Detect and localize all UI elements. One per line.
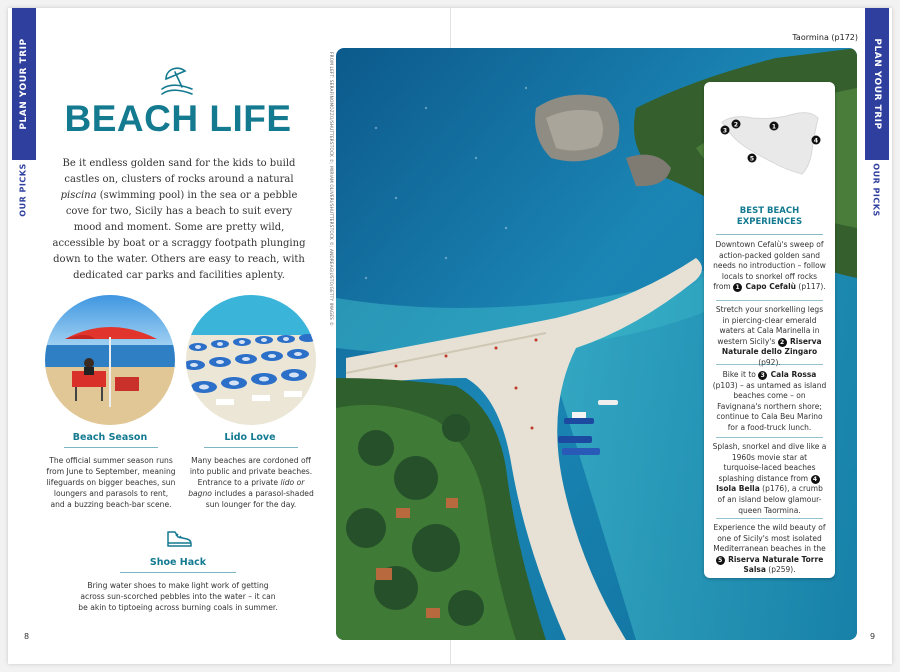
separator — [716, 364, 823, 365]
shoe-hack-heading: Shoe Hack — [149, 557, 207, 568]
svg-text:2: 2 — [733, 121, 739, 129]
lido-love-rule — [204, 447, 298, 448]
separator — [716, 518, 823, 519]
lido-love-heading: Lido Love — [224, 432, 276, 443]
tab-label: PLAN YOUR TRIP — [19, 38, 29, 130]
panel-heading-rule — [716, 234, 823, 235]
water-shoe-icon — [165, 528, 193, 550]
experience-item: Experience the wild beauty of one of Sicily's most isolated Mediterranean beaches in the 5 Riserva Naturale Torre Salsa (p259). — [713, 523, 826, 575]
plan-your-trip-tab-right — [865, 8, 889, 160]
experience-item: Downtown Cefalù's sweep of action-packed golden sand needs no introduction – follow locals to snorkel off rocks from 1 Capo Cefalù (p117). — [713, 240, 826, 292]
beach-season-heading: Beach Season — [72, 432, 148, 443]
beach-season-photo — [45, 295, 175, 425]
beach-season-rule — [64, 447, 158, 448]
lido-love-text: Many beaches are cordoned off into public and private beaches. Entrance to a private lido or bagno includes a parasol-shaded sun lounger for the day. — [188, 456, 314, 509]
experience-item: Splash, snorkel and dive like a 1960s movie star at turquoise-laced beaches splashing distance from 4 Isola Bella (p176), a crumb of an island below glamour-queen Taormina. — [712, 442, 827, 515]
experience-item: Stretch your snorkelling legs in piercing-clear emerald waters at Cala Marinella in western Sicily's 2 Riserva Naturale dello Zingaro (p92). — [715, 305, 824, 367]
running-head: Taormina (p172) — [792, 33, 858, 42]
experience-item: Bike it to 3 Cala Rossa (p103) – as untamed as island beaches come – on Favignana's northern shore; continue to Cala Beu Marino for a food-truck lunch. — [712, 370, 827, 432]
page-number-right: 9 — [870, 632, 876, 641]
lido-love-photo — [186, 295, 316, 425]
shoe-hack-rule — [120, 572, 236, 573]
photo-credit: FROM LEFT: SERAFINOMOZZO/SHUTTERSTOCK ©; MIRIAM OLIVERI/SHUTTERSTOCK ©; ANDREAGIUSTO/GETTY IMAGES © — [329, 52, 334, 326]
panel-heading: BEST BEACH EXPERIENCES — [736, 206, 803, 227]
svg-text:4: 4 — [813, 137, 819, 145]
tab-label: PLAN YOUR TRIP — [872, 38, 882, 130]
shoe-hack-text: Bring water shoes to make light work of getting across sun-scorched pebbles into the water – it can be akin to tiptoeing across burning coals in summer. — [78, 581, 278, 612]
svg-text:3: 3 — [722, 127, 728, 135]
our-picks-label-left: OUR PICKS — [18, 163, 28, 217]
beach-season-text: The official summer season runs from June to September, meaning lifeguards on bigger beaches, sun loungers and parasols to rent, and a buzzing beach-bar scene. — [46, 456, 176, 509]
intro-paragraph: Be it endless golden sand for the kids to build castles on, clusters of rocks around a natural piscina (swimming pool) in the sea or a pebble cove for two, Sicily has a beach to suit every mood and moment. Some are pretty wild, accessible by boat or a scraggy footpath plunging down to the water. Others are easy to reach, with dedicated car parks and facilities aplenty. — [52, 158, 306, 281]
sicily-map — [714, 92, 825, 192]
beach-umbrella-icon — [158, 63, 196, 97]
svg-text:5: 5 — [749, 155, 755, 163]
our-picks-label-right: OUR PICKS — [871, 163, 881, 217]
page-number-left: 8 — [24, 632, 30, 641]
plan-your-trip-tab-left — [12, 8, 36, 160]
best-beach-experiences-panel — [704, 82, 835, 578]
separator — [716, 437, 823, 438]
book-spread — [8, 8, 892, 664]
separator — [716, 300, 823, 301]
svg-text:1: 1 — [771, 123, 777, 131]
page-title: BEACH LIFE — [64, 98, 292, 139]
